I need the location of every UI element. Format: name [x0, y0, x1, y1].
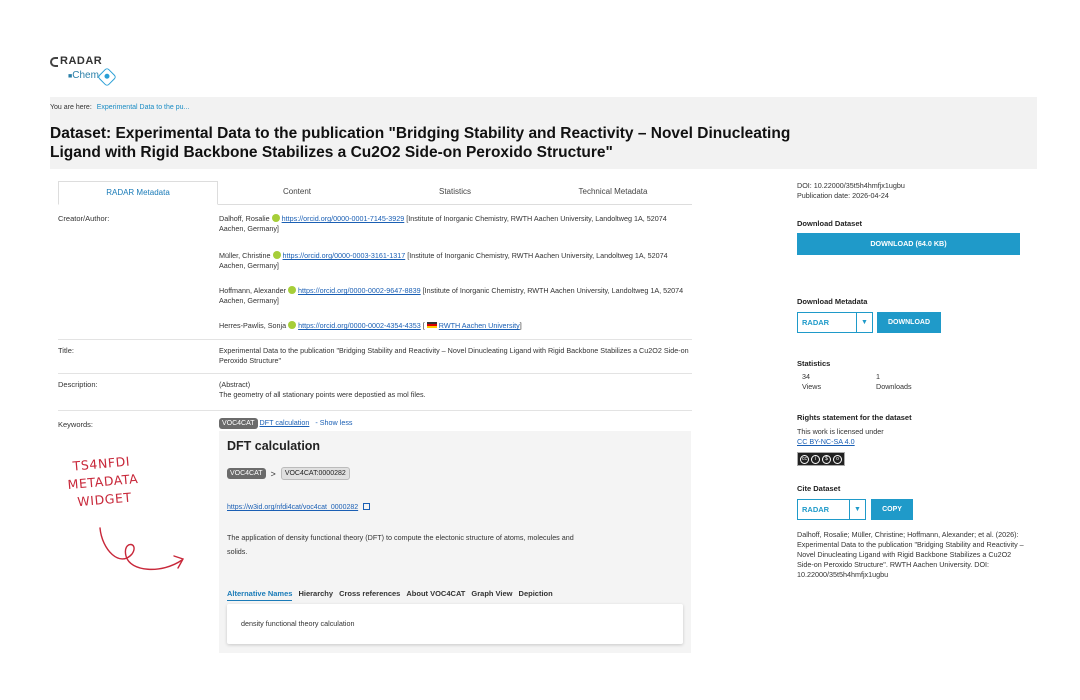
widget-tab-graph-view[interactable]: Graph View [471, 589, 513, 598]
nc-icon: $ [822, 455, 831, 464]
description-text: The geometry of all stationary points were depostied as mol files. [219, 390, 426, 399]
creator-affiliation: [Institute of Inorganic Chemistry, RWTH Aachen University, Landoltweg 1A, 52074 Aachen, Germany] [219, 214, 667, 233]
cc-license-badge[interactable] [797, 452, 845, 466]
license-link[interactable]: CC BY-NC-SA 4.0 [797, 437, 855, 446]
views-label: Views [802, 382, 822, 391]
creator-item [219, 214, 691, 234]
download-dataset-heading: Download Dataset [797, 219, 863, 228]
citation-text: Dalhoff, Rosalie; Müller, Christine; Hoffmann, Alexander; et al. (2026): Experimental Data to the publication "Bridging Stability and Reactivity – Novel Dinucleating Ligand with Rigid Backbone Stabilizes a Cu2O2 Side-on Peroxido Structure". RWTH Aachen University. DOI: 10.22000/35t5h4hmfjx1ugbu [797, 530, 1024, 579]
widget-tab-about[interactable]: About VOC4CAT [406, 589, 466, 598]
widget-term-chip[interactable]: VOC4CAT:0000282 [281, 467, 350, 480]
chevron-down-icon: ▼ [849, 500, 865, 519]
orcid-icon [272, 214, 280, 222]
chevron-down-icon: ▼ [856, 313, 872, 332]
widget-iri-link[interactable]: https://w3id.org/nfdi4cat/voc4cat_0000282 [227, 504, 359, 511]
download-metadata-heading: Download Metadata [797, 297, 868, 306]
widget-title: DFT calculation [227, 439, 321, 453]
tab-content[interactable]: Content [282, 187, 312, 196]
creator-name: Dalhoff, Rosalie [219, 214, 270, 223]
radar-chem-logo[interactable] [50, 55, 130, 89]
page-title: Dataset: Experimental Data to the publication "Bridging Stability and Reactivity – Novel Dinucleating Ligand with Rigid Backbone Stabilizes a Cu2O2 Side-on Peroxido Structure" [50, 125, 791, 161]
orcid-link[interactable]: https://orcid.org/0000-0002-4354-4353 [298, 321, 421, 330]
annotation-arrow-icon [92, 520, 192, 580]
description-value [219, 380, 691, 400]
creator-item [219, 286, 691, 306]
widget-tab-depiction[interactable]: Depiction [518, 589, 553, 598]
orcid-link[interactable]: https://orcid.org/0000-0001-7145-3929 [281, 214, 405, 223]
keyword-link[interactable]: DFT calculation [259, 418, 310, 427]
by-icon: i [811, 455, 820, 464]
cite-format-value: RADAR [802, 505, 830, 514]
download-metadata-button[interactable]: DOWNLOAD [877, 312, 941, 333]
title-value: Experimental Data to the publication "Bridging Stability and Reactivity – Novel Dinucleating Ligand with Rigid Backbone Stabilizes a Cu2O2 Side-on Peroxido Structure" [219, 346, 689, 365]
cc-icon: cc [802, 455, 807, 462]
rights-text: This work is licensed under [797, 427, 884, 436]
sa-icon: o [833, 455, 842, 464]
doi: DOI: 10.22000/35t5h4hmfjx1ugbu [797, 181, 905, 190]
creator-item [219, 251, 691, 271]
creator-item [219, 321, 691, 331]
metadata-format-select[interactable] [797, 312, 873, 333]
downloads-count: 1 [876, 372, 880, 381]
orcid-link[interactable]: https://orcid.org/0000-0003-3161-1317 [282, 251, 406, 260]
breadcrumb-prefix: You are here: [50, 104, 92, 111]
cite-heading: Cite Dataset [797, 484, 841, 493]
statistics-heading: Statistics [797, 359, 831, 368]
publication-date: Publication date: 2026-04-24 [797, 191, 889, 200]
row-divider [58, 339, 692, 340]
breadcrumb [50, 104, 189, 111]
creator-label: Creator/Author: [58, 214, 110, 223]
tab-technical-metadata[interactable]: Technical Metadata [578, 187, 648, 196]
annotation-line: TS4NFDI [72, 453, 131, 474]
external-link-icon[interactable] [363, 503, 370, 510]
keywords-label: Keywords: [58, 420, 94, 429]
creator-affiliation: [Institute of Inorganic Chemistry, RWTH Aachen University, Landoltweg 1A, 52074 Aachen, Germany] [219, 286, 684, 305]
creator-name: Müller, Christine [219, 251, 271, 260]
affiliation-bracket: [ [422, 321, 425, 330]
affiliation-link[interactable]: RWTH Aachen University [438, 321, 520, 330]
orcid-icon [288, 321, 296, 329]
cite-format-select[interactable] [797, 499, 866, 520]
tab-statistics[interactable]: Statistics [438, 187, 471, 196]
orcid-link[interactable]: https://orcid.org/0000-0002-9647-8839 [298, 286, 421, 295]
metadata-tabs [58, 181, 692, 205]
logo-wordmark: RADAR [60, 55, 103, 67]
widget-tab-alternative-names[interactable]: Alternative Names [227, 589, 292, 601]
ror-icon [427, 322, 437, 328]
row-divider [58, 410, 692, 411]
description-type: (Abstract) [219, 380, 251, 389]
annotation-line: WIDGET [76, 489, 133, 510]
creator-name: Hoffmann, Alexander [219, 286, 286, 295]
widget-iri [227, 503, 370, 511]
widget-hierarchy-path [227, 467, 350, 480]
orcid-icon [273, 251, 281, 259]
show-less-toggle[interactable]: - Show less [315, 418, 353, 427]
rights-heading: Rights statement for the dataset [797, 413, 912, 422]
keywords-value [219, 418, 691, 429]
hexagon-icon [97, 67, 117, 87]
views-count: 34 [802, 372, 810, 381]
copy-citation-button[interactable]: COPY [871, 499, 913, 520]
widget-root-chip[interactable]: VOC4CAT [227, 468, 266, 479]
affiliation-bracket: ] [519, 321, 522, 330]
logo-arc-icon [50, 57, 58, 67]
title-label: Title: [58, 346, 74, 355]
description-label: Description: [58, 380, 98, 389]
widget-annotation [46, 450, 160, 513]
widget-tab-hierarchy[interactable]: Hierarchy [298, 589, 334, 598]
orcid-icon [288, 286, 296, 294]
alternative-name: density functional theory calculation [241, 619, 355, 628]
widget-tabs [227, 589, 553, 601]
keyword-chip[interactable]: VOC4CAT [219, 418, 258, 429]
creator-affiliation: [Institute of Inorganic Chemistry, RWTH Aachen University, Landoltweg 1A, 52074 Aachen, Germany] [219, 251, 668, 270]
metadata-format-value: RADAR [802, 318, 830, 327]
path-separator-icon: > [270, 468, 276, 479]
annotation-line: METADATA [66, 470, 139, 493]
row-divider [58, 373, 692, 374]
download-dataset-button[interactable]: DOWNLOAD (64.0 KB) [797, 233, 1020, 255]
widget-tab-cross-references[interactable]: Cross references [339, 589, 401, 598]
tab-radar-metadata[interactable]: RADAR Metadata [58, 181, 218, 205]
creator-name: Herres-Pawlis, Sonja [219, 321, 287, 330]
breadcrumb-link[interactable]: Experimental Data to the pu... [96, 104, 190, 111]
downloads-label: Downloads [876, 382, 912, 391]
logo-subtitle: ■Chem [68, 70, 99, 81]
widget-description: The application of density functional theory (DFT) to compute the electonic structure of atoms, molecules and solids. [227, 533, 574, 556]
